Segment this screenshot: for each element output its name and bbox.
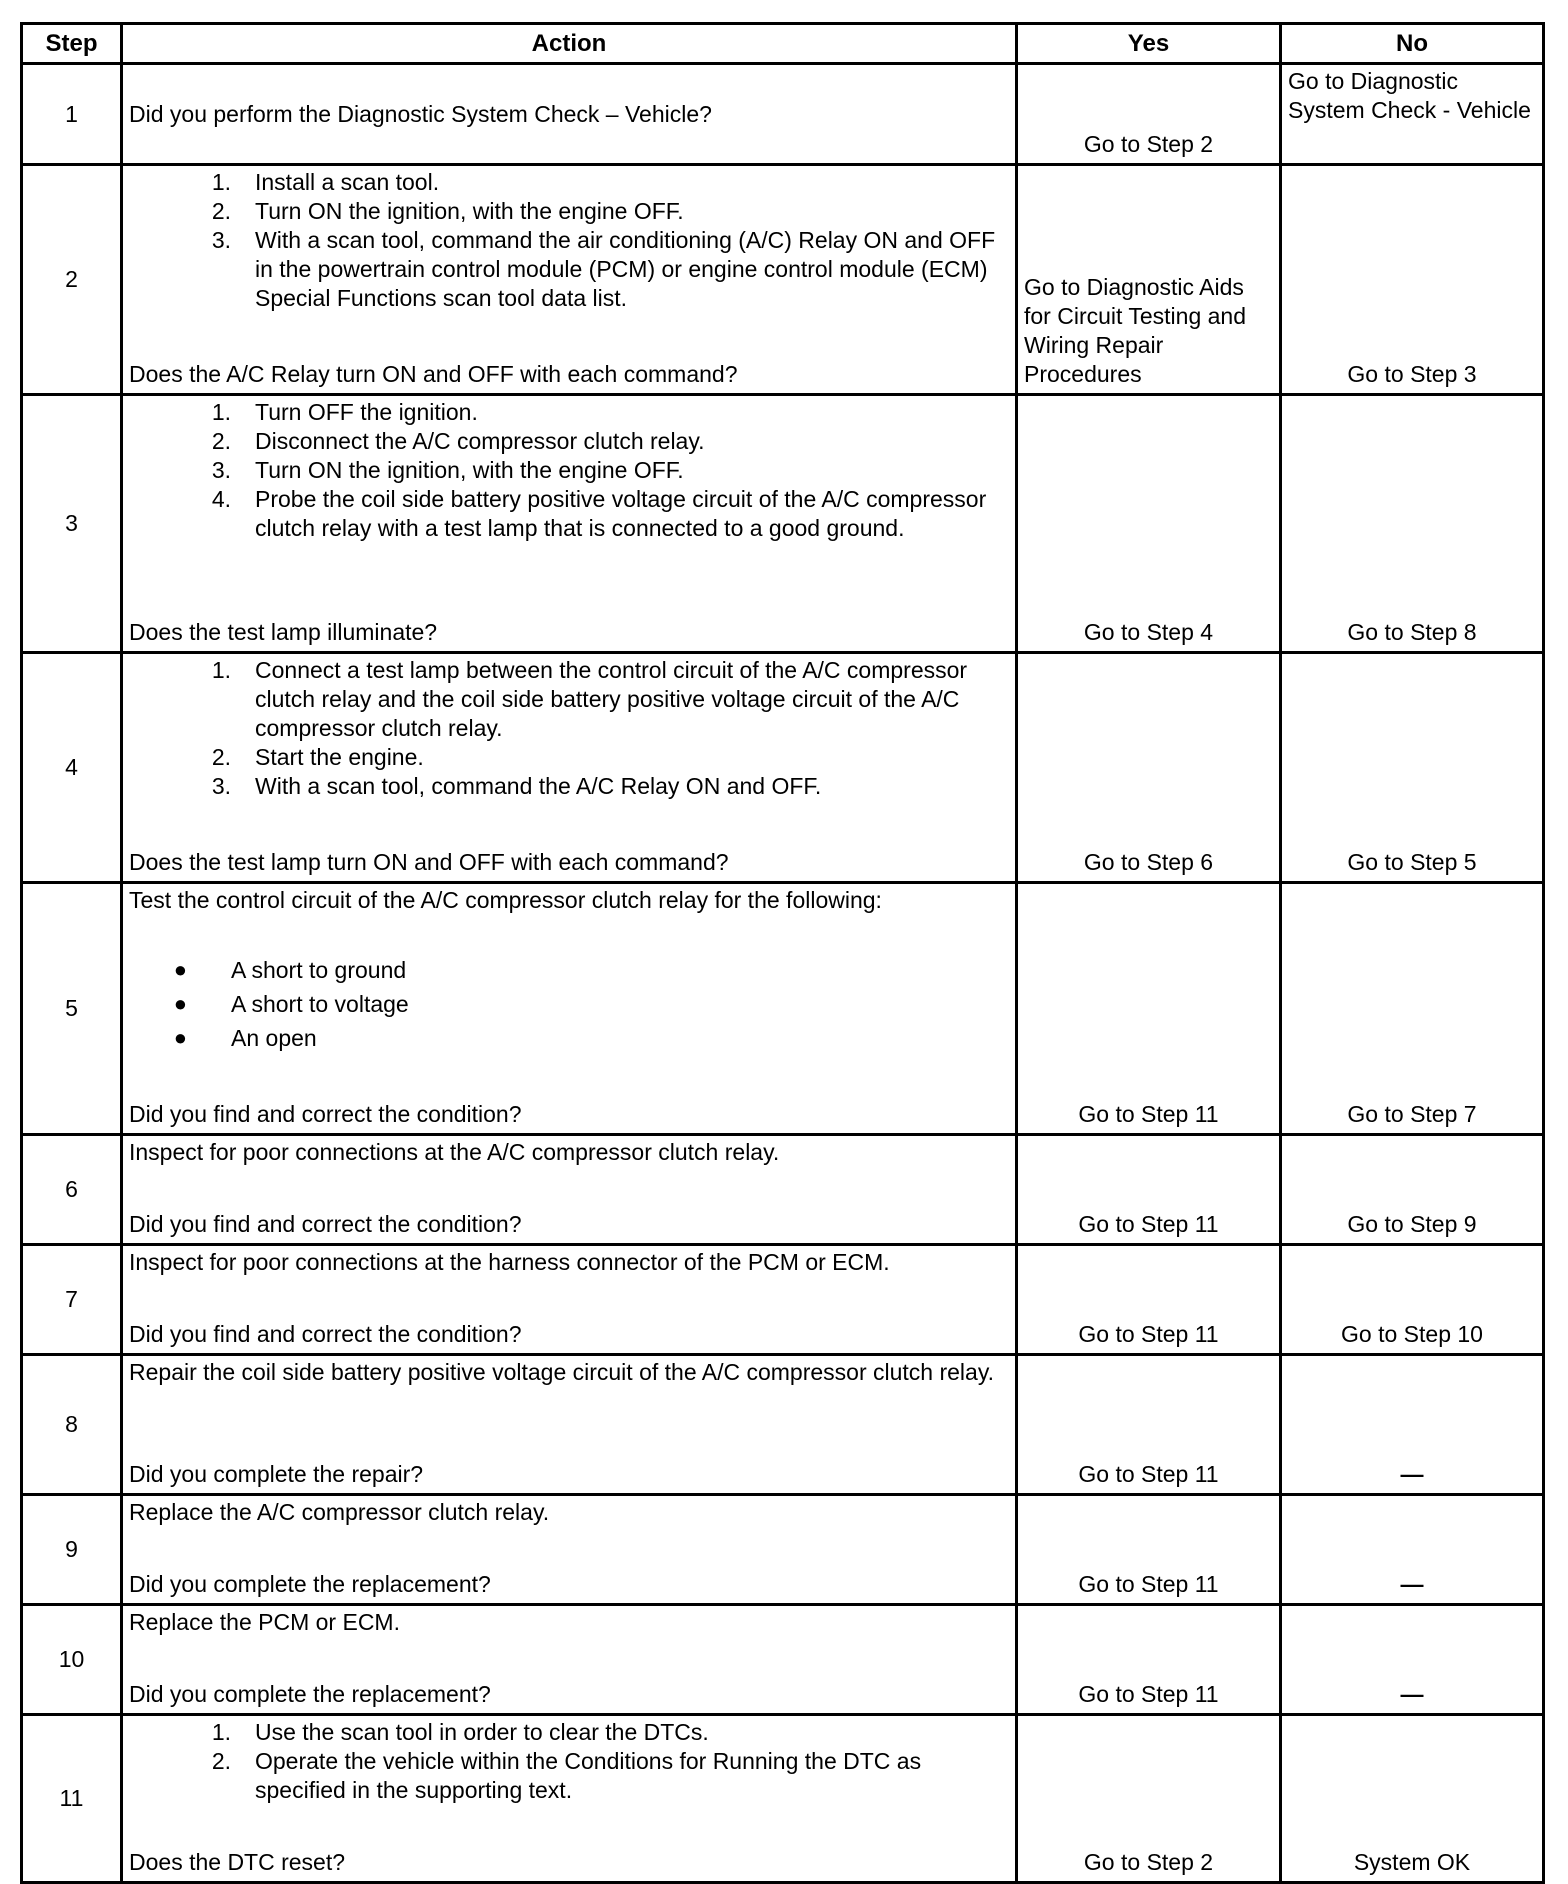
table-row — [22, 883, 1544, 1135]
no-cell — [1281, 1355, 1544, 1495]
no-cell — [1281, 883, 1544, 1135]
yes-cell — [1017, 1135, 1281, 1245]
header-action: Action — [122, 24, 1017, 64]
yes-cell — [1017, 883, 1281, 1135]
intro-text: Test the control circuit of the A/C compressor clutch relay for the following: — [129, 887, 882, 913]
header-no: No — [1281, 24, 1544, 64]
question-text: Did you find and correct the condition? — [129, 1101, 522, 1127]
list-item: 1. Install a scan tool. — [211, 169, 440, 195]
yes-cell — [1017, 64, 1281, 165]
list-item: 2. Start the engine. — [211, 744, 424, 770]
list-item: ● An open — [173, 1025, 317, 1051]
no-cell — [1281, 64, 1544, 165]
yes-cell — [1017, 653, 1281, 883]
no-cell — [1281, 165, 1544, 395]
yes-text: Go to Step 2 — [1083, 1849, 1214, 1875]
yes-text: Go to Step 11 — [1078, 1101, 1219, 1127]
table-row — [22, 1245, 1544, 1355]
step-number: 1 — [22, 64, 122, 165]
list-item: 1. Turn OFF the ignition. — [211, 399, 478, 425]
question-text: Did you complete the repair? — [129, 1461, 424, 1487]
list-item: 2. Operate the vehicle within the Conditions for Running the DTC as specified in the supporting text. — [211, 1748, 922, 1803]
no-cell — [1281, 1135, 1544, 1245]
yes-cell — [1017, 165, 1281, 395]
table-row — [22, 1355, 1544, 1495]
action-cell — [122, 1605, 1017, 1715]
question-text: Does the DTC reset? — [129, 1849, 346, 1875]
question-text: Did you perform the Diagnostic System Check – Vehicle? — [129, 100, 712, 127]
step-number: 4 — [22, 653, 122, 883]
yes-cell — [1017, 1495, 1281, 1605]
table-row — [22, 165, 1544, 395]
instruction-list — [129, 398, 1009, 543]
no-cell — [1281, 1605, 1544, 1715]
step-number: 11 — [22, 1715, 122, 1883]
yes-cell — [1017, 1605, 1281, 1715]
instruction-list — [129, 656, 1009, 801]
no-text: System OK — [1353, 1849, 1471, 1875]
table-row — [22, 1135, 1544, 1245]
question-text: Did you find and correct the condition? — [129, 1321, 522, 1347]
action-cell — [122, 64, 1017, 165]
table-row — [22, 653, 1544, 883]
action-cell — [122, 165, 1017, 395]
yes-text: Go to Step 6 — [1083, 849, 1214, 875]
no-text: Go to Step 7 — [1347, 1101, 1477, 1127]
yes-cell — [1017, 395, 1281, 653]
step-number: 5 — [22, 883, 122, 1135]
yes-cell — [1017, 1715, 1281, 1883]
step-number: 6 — [22, 1135, 122, 1245]
list-item: 4. Probe the coil side battery positive voltage circuit of the A/C compressor clutch relay with a test lamp that is connected to a good ground. — [211, 486, 987, 541]
intro-text: Replace the PCM or ECM. — [129, 1609, 400, 1635]
yes-text: Go to Step 11 — [1078, 1321, 1219, 1347]
no-cell — [1281, 1495, 1544, 1605]
action-cell — [122, 1355, 1017, 1495]
table-row — [22, 395, 1544, 653]
no-text: Go to Diagnostic System Check - Vehicle — [1288, 68, 1531, 123]
step-number: 8 — [22, 1355, 122, 1495]
instruction-list — [129, 168, 1009, 313]
list-item: ● A short to voltage — [173, 991, 409, 1017]
list-item: 1. Connect a test lamp between the control circuit of the A/C compressor clutch relay and the coil side battery positive voltage circuit of the A/C compressor clutch relay. — [211, 657, 968, 741]
step-number: 3 — [22, 395, 122, 653]
no-cell — [1281, 653, 1544, 883]
step-number: 2 — [22, 165, 122, 395]
list-item: 2. Disconnect the A/C compressor clutch relay. — [211, 428, 705, 454]
question-text: Did you complete the replacement? — [129, 1681, 491, 1707]
yes-cell — [1017, 1355, 1281, 1495]
action-cell — [122, 1245, 1017, 1355]
table-row — [22, 1495, 1544, 1605]
header-yes: Yes — [1017, 24, 1281, 64]
header-step: Step — [22, 24, 122, 64]
yes-text: Go to Step 11 — [1078, 1461, 1219, 1487]
instruction-list — [129, 1718, 1009, 1805]
table-row — [22, 1605, 1544, 1715]
no-cell — [1281, 395, 1544, 653]
no-text: Go to Step 3 — [1347, 361, 1477, 387]
list-item: 1. Use the scan tool in order to clear the DTCs. — [211, 1719, 709, 1745]
action-cell — [122, 653, 1017, 883]
bullet-list — [129, 953, 1009, 1055]
yes-text: Go to Step 11 — [1078, 1211, 1219, 1237]
step-number: 10 — [22, 1605, 122, 1715]
no-text: — — [1400, 1571, 1424, 1597]
yes-text: Go to Step 11 — [1078, 1571, 1219, 1597]
intro-text: Replace the A/C compressor clutch relay. — [129, 1499, 550, 1525]
step-number: 7 — [22, 1245, 122, 1355]
yes-text: Go to Diagnostic Aids for Circuit Testing and Wiring Repair Procedures — [1024, 274, 1247, 387]
intro-text: Inspect for poor connections at the A/C compressor clutch relay. — [129, 1139, 780, 1165]
no-text: Go to Step 5 — [1347, 849, 1477, 875]
table-row — [22, 1715, 1544, 1883]
no-text: — — [1400, 1461, 1424, 1487]
no-text: Go to Step 9 — [1347, 1211, 1477, 1237]
list-item: 3. With a scan tool, command the air conditioning (A/C) Relay ON and OFF in the powertrain control module (PCM) or engine control module (ECM) Special Functions scan tool data list. — [211, 227, 996, 311]
no-text: Go to Step 8 — [1347, 619, 1477, 645]
intro-text: Inspect for poor connections at the harness connector of the PCM or ECM. — [129, 1249, 890, 1275]
no-cell — [1281, 1715, 1544, 1883]
yes-text: Go to Step 2 — [1083, 131, 1214, 157]
question-text: Does the test lamp turn ON and OFF with each command? — [129, 849, 729, 875]
yes-text: Go to Step 4 — [1083, 619, 1214, 645]
list-item: 3. With a scan tool, command the A/C Relay ON and OFF. — [211, 773, 822, 799]
yes-cell — [1017, 1245, 1281, 1355]
action-cell — [122, 1135, 1017, 1245]
no-text: Go to Step 10 — [1341, 1321, 1483, 1347]
question-text: Did you complete the replacement? — [129, 1571, 491, 1597]
list-item: 2. Turn ON the ignition, with the engine OFF. — [211, 198, 684, 224]
action-cell — [122, 1495, 1017, 1605]
no-text: — — [1400, 1681, 1424, 1707]
table-row — [22, 64, 1544, 165]
yes-text: Go to Step 11 — [1078, 1681, 1219, 1707]
question-text: Did you find and correct the condition? — [129, 1211, 522, 1237]
diagnostic-table — [20, 22, 1545, 1884]
no-cell — [1281, 1245, 1544, 1355]
question-text: Does the A/C Relay turn ON and OFF with each command? — [129, 361, 738, 387]
list-item: 3. Turn ON the ignition, with the engine OFF. — [211, 457, 684, 483]
intro-text: Repair the coil side battery positive voltage circuit of the A/C compressor clutch relay. — [129, 1359, 995, 1385]
step-number: 9 — [22, 1495, 122, 1605]
action-cell — [122, 883, 1017, 1135]
question-text: Does the test lamp illuminate? — [129, 619, 438, 645]
action-cell — [122, 1715, 1017, 1883]
list-item: ● A short to ground — [173, 957, 407, 983]
header-row — [22, 24, 1544, 64]
action-cell — [122, 395, 1017, 653]
